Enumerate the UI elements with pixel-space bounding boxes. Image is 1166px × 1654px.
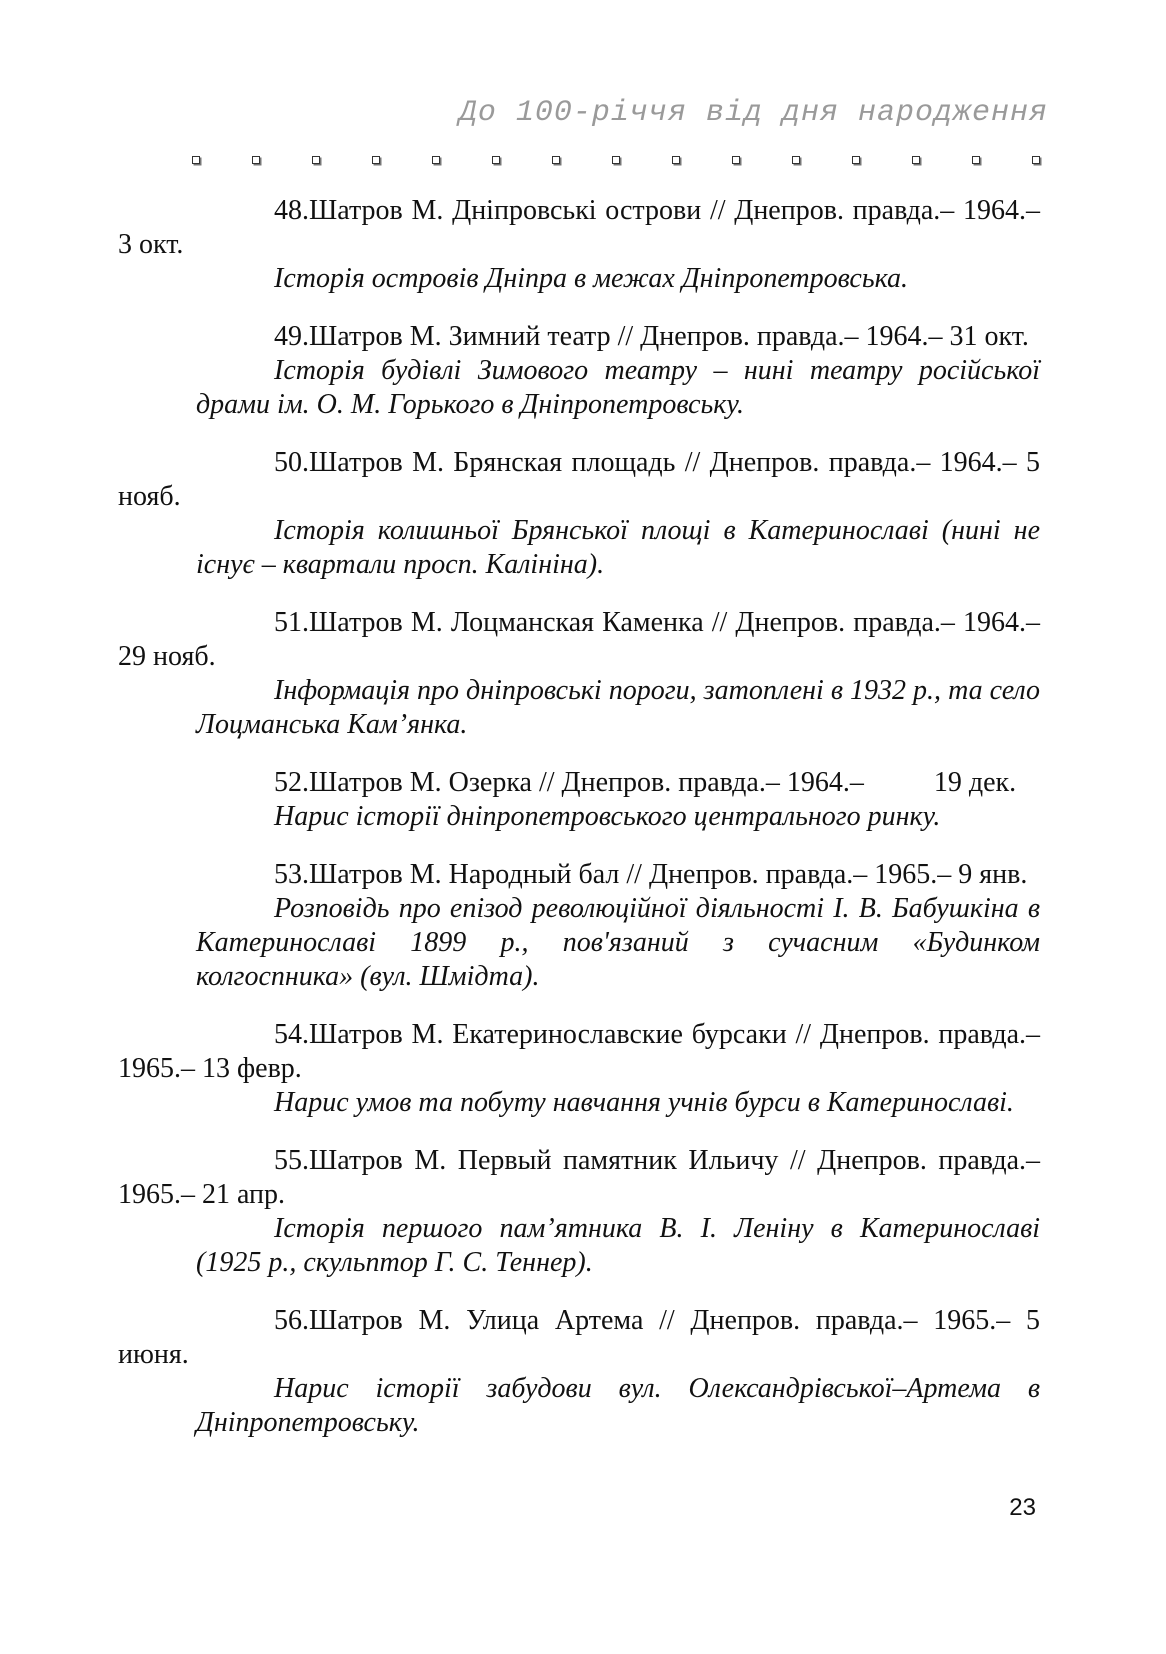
decorative-bullet-row [192,152,1040,168]
square-bullet-icon [972,156,980,164]
square-bullet-icon [1032,156,1040,164]
entry-annotation: Історія будівлі Зимового театру – нині театру російської драми ім. О. М. Горького в Дніпропетровську. [196,355,1040,420]
entry-number: 49. [274,321,309,352]
entry-number: 52. [274,767,309,798]
entry-annotation: Розповідь про епізод революційної діяльності І. В. Бабушкіна в Катеринославі 1899 р., пов'язаний з сучасним «Будинком колгоспника» (вул. Шмідта). [196,893,1040,992]
entry-annotation: Нарис умов та побуту навчання учнів бурси в Катеринославі. [274,1087,1014,1118]
bibliography-entry-48 [118,194,1040,296]
entry-citation [118,320,1040,354]
entry-citation-text: Шатров М. Лоцманская Каменка // Днепров. правда.– 1964.– 29 нояб. [118,607,1040,672]
bibliography-entry-54 [118,1018,1040,1120]
bibliography-list [118,194,1040,1464]
square-bullet-icon [312,156,320,164]
entry-annotation: Інформація про дніпровські пороги, затоплені в 1932 р., та село Лоцманська Кам’янка. [196,675,1040,740]
square-bullet-icon [732,156,740,164]
square-bullet-icon [492,156,500,164]
bibliography-entry-55 [118,1144,1040,1280]
entry-citation-text: Шатров М. Народный бал // Днепров. правда.– 1965.– 9 янв. [309,859,1028,890]
entry-citation [118,766,1040,800]
square-bullet-icon [192,156,200,164]
entry-citation [118,1144,1040,1212]
bibliography-entry-51 [118,606,1040,742]
entry-citation [118,606,1040,674]
entry-annotation: Історія колишньої Брянської площі в Катеринославі (нині не існує – квартали просп. Калініна). [196,515,1040,580]
entry-citation-text: Шатров М. Дніпровські острови // Днепров. правда.– 1964.– 3 окт. [118,195,1040,260]
entry-number: 48. [274,195,309,226]
square-bullet-icon [252,156,260,164]
bibliography-entry-53 [118,858,1040,994]
entry-citation-text: Шатров М. Улица Артема // Днепров. правда.– 1965.– 5 июня. [118,1305,1040,1370]
square-bullet-icon [912,156,920,164]
entry-number: 55. [274,1145,309,1176]
entry-citation-text: Шатров М. Екатеринославские бурсаки // Днепров. правда.– 1965.– 13 февр. [118,1019,1040,1084]
entry-annotation: Нарис історії дніпропетровського центрального ринку. [274,801,941,832]
square-bullet-icon [372,156,380,164]
page-number: 23 [1009,1494,1036,1521]
entry-number: 56. [274,1305,309,1336]
entry-citation [118,1018,1040,1086]
entry-number: 54. [274,1019,309,1050]
entry-annotation: Історія першого пам’ятника В. І. Леніну в Катеринославі (1925 р., скульптор Г. С. Теннер). [196,1213,1040,1278]
bibliography-entry-56 [118,1304,1040,1440]
entry-citation-text: Шатров М. Брянская площадь // Днепров. правда.– 1964.– 5 нояб. [118,447,1040,512]
entry-annotation: Історія островів Дніпра в межах Дніпропетровська. [274,263,908,294]
running-header: До 100-річчя від дня народження [458,96,1048,130]
entry-annotation: Нарис історії забудови вул. Олександрівської–Артема в Дніпропетровську. [196,1373,1040,1438]
entry-citation-text: Шатров М. Зимний театр // Днепров. правда.– 1964.– 31 окт. [309,321,1029,352]
square-bullet-icon [792,156,800,164]
entry-citation [118,1304,1040,1372]
bibliography-entry-49 [118,320,1040,422]
square-bullet-icon [672,156,680,164]
entry-number: 53. [274,859,309,890]
entry-number: 51. [274,607,309,638]
entry-number: 50. [274,447,309,478]
entry-citation [118,194,1040,262]
entry-citation [118,446,1040,514]
bibliography-entry-50 [118,446,1040,582]
entry-citation [118,858,1040,892]
square-bullet-icon [552,156,560,164]
square-bullet-icon [852,156,860,164]
entry-citation-text: Шатров М. Первый памятник Ильичу // Днепров. правда.– 1965.– 21 апр. [118,1145,1040,1210]
square-bullet-icon [612,156,620,164]
square-bullet-icon [432,156,440,164]
entry-citation-text: Шатров М. Озерка // Днепров. правда.– 1964.– 19 дек. [309,767,1017,798]
bibliography-entry-52 [118,766,1040,834]
